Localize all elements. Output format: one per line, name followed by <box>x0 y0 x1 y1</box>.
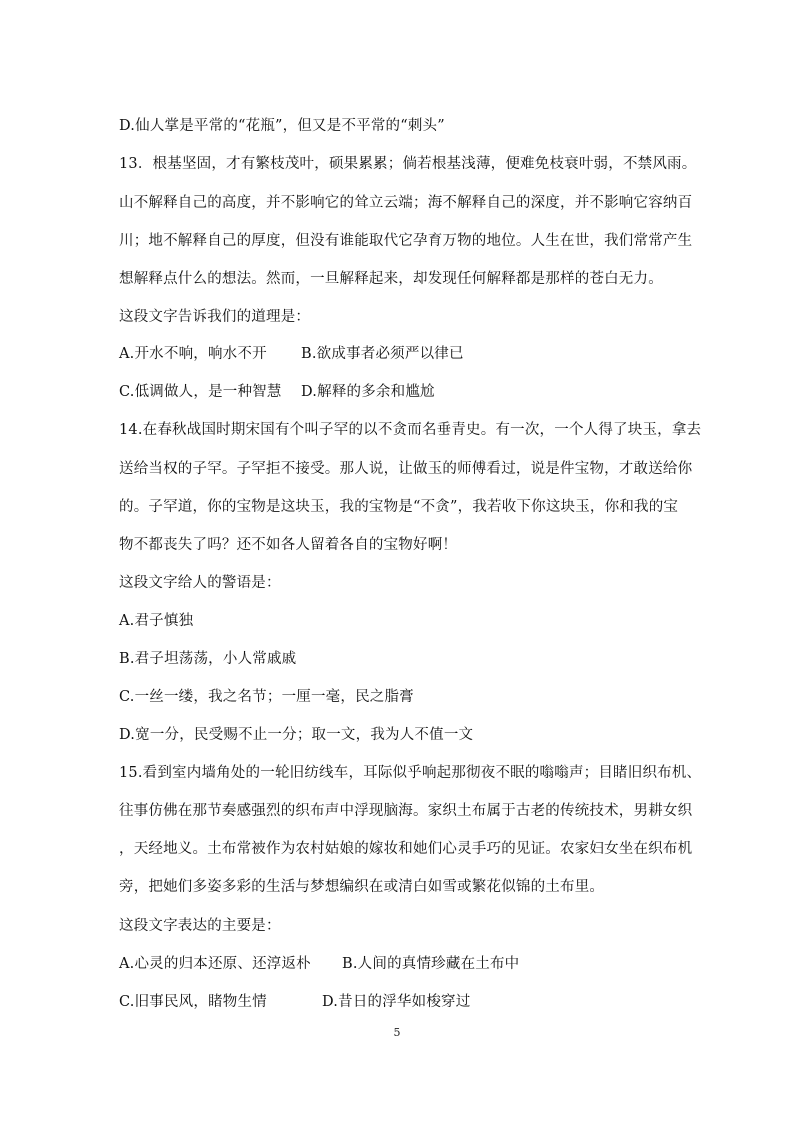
q14-text-line-1: 14.在春秋战国时期宋国有个叫子罕的以不贪而名垂青史。有一次，一个人得了块玉，拿去 <box>119 422 702 438</box>
q14-option-a: A.君子慎独 <box>119 613 194 629</box>
q14-option-d: D.宽一分，民受赐不止一分；取一文，我为人不值一文 <box>119 727 474 743</box>
q14-prompt: 这段文字给人的警语是： <box>119 575 281 591</box>
q13-text-line-2: 山不解释自己的高度，并不影响它的耸立云端；海不解释自己的深度，并不影响它容纳百 <box>119 195 693 211</box>
q15-prompt: 这段文字表达的主要是： <box>119 918 281 934</box>
q13-text-line-3: 川；地不解释自己的厚度，但没有谁能取代它孕育万物的地位。人生在世，我们常常产生 <box>119 233 693 249</box>
q15-option-d: D.昔日的浮华如梭穿过 <box>322 994 471 1010</box>
q14-text-line-4: 物不都丧失了吗？还不如各人留着各自的宝物好啊！ <box>119 537 458 553</box>
q12-option-d: D.仙人掌是平常的“花瓶”，但又是不平常的“刺头” <box>119 118 445 134</box>
q15-options-row-1 <box>119 954 689 974</box>
q13-option-c: C.低调做人，是一种智慧 <box>119 384 282 400</box>
page-number: 5 <box>393 1026 401 1039</box>
q15-options-row-2 <box>119 992 689 1012</box>
q15-text-line-1: 15.看到室内墙角处的一轮旧纺线车，耳际似乎响起那彻夜不眠的嗡嗡声；目睹旧织布机、 <box>119 765 702 781</box>
q14-option-c: C.一丝一缕，我之名节；一厘一毫，民之脂膏 <box>119 689 414 705</box>
q13-prompt: 这段文字告诉我们的道理是： <box>119 309 311 325</box>
q15-option-a: A.心灵的归本还原、还淳返朴 <box>119 956 311 972</box>
q13-options-row-1 <box>119 344 689 364</box>
q14-text-line-3: 的。子罕道，你的宝物是这块玉，我的宝物是“不贪”，我若收下你这块玉，你和我的宝 <box>119 499 679 515</box>
q14-option-b: B.君子坦荡荡，小人常戚戚 <box>119 651 297 667</box>
q15-option-b: B.人间的真情珍藏在土布中 <box>342 956 520 972</box>
q13-option-b: B.欲成事者必须严以律已 <box>301 346 464 362</box>
q13-options-row-2 <box>119 382 689 402</box>
q15-text-line-2: 往事仿佛在那节奏感强烈的织布声中浮现脑海。家织土布属于古老的传统技术，男耕女织 <box>119 803 693 819</box>
q13-text-line-4: 想解释点什么的想法。然而，一旦解释起来，却发现任何解释都是那样的苍白无力。 <box>119 271 663 287</box>
q13-text-line-1: 13．根基坚固，才有繁枝茂叶，硕果累累；倘若根基浅薄，便难免枝衰叶弱，不禁风雨。 <box>119 156 697 172</box>
q14-text-line-2: 送给当权的子罕。子罕拒不接受。那人说，让做玉的师傅看过，说是件宝物，才敢送给你 <box>119 461 693 477</box>
q15-option-c: C.旧事民风，睹物生情 <box>119 994 267 1010</box>
q13-option-d: D.解释的多余和尴尬 <box>301 384 435 400</box>
q15-text-line-3: ，天经地义。土布常被作为农村姑娘的嫁妆和她们心灵手巧的见证。农家妇女坐在织布机 <box>119 841 693 857</box>
q13-option-a: A.开水不响，响水不开 <box>119 346 267 362</box>
q15-text-line-4: 旁，把她们多姿多彩的生活与梦想编织在或清白如雪或繁花似锦的土布里。 <box>119 879 605 895</box>
